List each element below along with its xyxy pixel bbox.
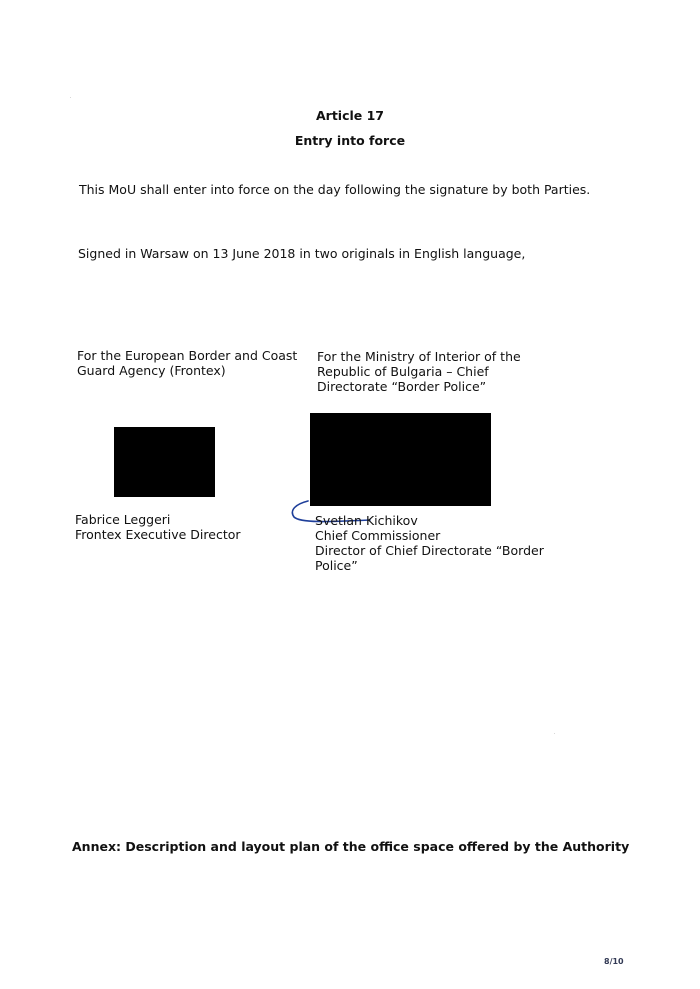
right-party-heading-line: Directorate “Border Police” xyxy=(317,379,487,394)
left-signatory-name: Fabrice Leggeri xyxy=(75,512,171,527)
left-signatory-title: Frontex Executive Director xyxy=(75,527,241,542)
right-party-heading-line: Republic of Bulgaria – Chief xyxy=(317,364,489,379)
scan-speck xyxy=(70,97,71,98)
right-signatory-name: Svetlan Kichikov xyxy=(315,513,418,528)
left-party-heading xyxy=(77,348,297,378)
right-signatory-role: Director of Chief Directorate “Border xyxy=(315,543,544,558)
right-party-heading xyxy=(317,349,521,394)
entry-into-force-paragraph: This MoU shall enter into force on the day following the signature by both Parties. xyxy=(79,182,591,197)
annex-line: Annex: Description and layout plan of the office space offered by the Authority xyxy=(72,839,630,854)
article-number: Article 17 xyxy=(315,108,385,123)
page-number: 8/10 xyxy=(604,957,624,966)
right-signatory xyxy=(315,513,544,573)
article-title: Entry into force xyxy=(294,133,406,148)
left-signatory xyxy=(75,512,241,542)
right-party-heading-line: For the Ministry of Interior of the xyxy=(317,349,521,364)
left-redacted-signature xyxy=(114,427,215,497)
left-party-heading-line: Guard Agency (Frontex) xyxy=(77,363,226,378)
right-signatory-title: Chief Commissioner xyxy=(315,528,441,543)
left-party-heading-line: For the European Border and Coast xyxy=(77,348,298,363)
right-redacted-signature xyxy=(310,413,491,506)
signed-paragraph: Signed in Warsaw on 13 June 2018 in two originals in English language, xyxy=(78,246,526,261)
right-signatory-role: Police” xyxy=(315,558,358,573)
scan-speck xyxy=(554,733,555,734)
